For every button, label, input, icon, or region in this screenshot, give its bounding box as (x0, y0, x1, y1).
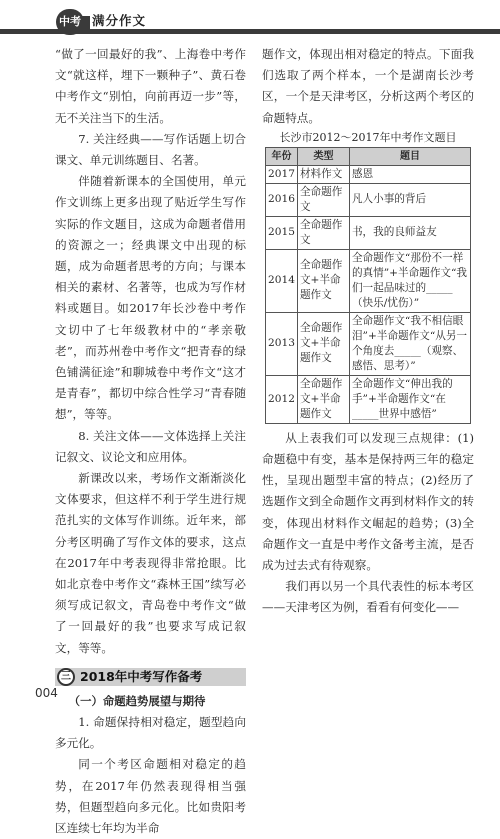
table-cell-year: 2013 (266, 312, 298, 375)
table-header-row (266, 147, 471, 165)
table-cell-type: 全命题作文+半命题作文 (297, 312, 349, 375)
table-cell-topic: 凡人小事的背后 (349, 183, 470, 216)
table-cell-type: 全命题作文+半命题作文 (297, 249, 349, 312)
left-paragraph-4: 8. 关注文体——文体选择上关注记叙文、议论文和应用体。 (55, 428, 246, 464)
header-title: 满分作文 (92, 13, 147, 28)
left-paragraph-2: 7. 关注经典——写作话题上切合课文、单元训练题目、名著。 (55, 131, 246, 168)
right-paragraph-1: 题作文，体现出相对稳定的特点。下面我们选取了两个样本，一个是湖南长沙考区，一个是天津考区，分析这两个考区的命题特点。 (262, 47, 474, 125)
table-cell-year: 2015 (266, 216, 298, 249)
left-paragraph-6: 1. 命题保持相对稳定，题型趋向多元化。 (55, 714, 246, 751)
table-cell-topic: 全命题作文“伸出我的手”+半命题作文“在_____世界中感悟” (349, 375, 470, 423)
table-row (266, 312, 471, 375)
right-column (262, 44, 474, 619)
table-header-year: 年份 (266, 147, 298, 165)
table-row (266, 183, 471, 216)
table-header-topic: 题目 (349, 147, 470, 165)
table-cell-year: 2017 (266, 165, 298, 183)
table-cell-topic: 全命题作文“那份不一样的真情”+半命题作文“我们一起品味过的_____（快乐/忧伤）” (349, 249, 470, 312)
table-cell-type: 全命题作文 (297, 216, 349, 249)
table-cell-year: 2014 (266, 249, 298, 312)
section-heading (55, 667, 246, 687)
right-paragraph-3: 我们再以另一个具代表性的标本考区——天津考区为例，看看有何变化—— (262, 579, 474, 615)
section-number: 三 (57, 668, 75, 686)
table-cell-topic: 感恩 (349, 165, 470, 183)
table-row (266, 375, 471, 423)
left-paragraph-7: 同一个考区命题相对稳定的趋势，在2017年仍然表现得相当强势，但题型趋向多元化。比如贵阳考区连续七年均为半命 (55, 757, 246, 835)
section-title: 2018年中考写作备考 (80, 668, 203, 684)
table-cell-year: 2016 (266, 183, 298, 216)
left-paragraph-1: “做了一回最好的我”、上海卷中考作文“就这样，埋下一颗种子”、黄石卷中考作文“别怕，向前再迈一步”等，无不关注当下的生活。 (55, 47, 246, 125)
table-caption: 长沙市2012～2017年中考作文题目 (279, 130, 457, 144)
subsection-title: （一）命题趋势展望与期待 (68, 693, 206, 708)
table-cell-type: 全命题作文 (297, 183, 349, 216)
page-header (0, 0, 500, 38)
left-column (55, 44, 246, 839)
table-header-type: 类型 (297, 147, 349, 165)
table-cell-topic: 书，我的良师益友 (349, 216, 470, 249)
left-paragraph-3: 伴随着新课本的全国使用，单元作文训练上更多出现了贴近学生写作实际的作文题目，这成为命题者借用的资源之一；经典课文中出现的标题，成为命题者思考的方向；与课本相关的素材、名著等，也成为写作材料或题目。如2017年长沙卷中考作文切中了七年级教材中的“孝亲敬老”，而苏州卷中考作文“把青春的绿色铺满征途”和聊城卷中考作文“这才是青春”，都切中综合性学习“青春随想”，等等。 (55, 174, 246, 422)
header-badge: 中考 (56, 9, 84, 35)
table-cell-type: 材料作文 (297, 165, 349, 183)
table-row (266, 249, 471, 312)
exam-topics-table (265, 147, 471, 424)
left-paragraph-5: 新课改以来，考场作文渐渐淡化文体要求，但这样不利于学生进行规范扎实的文体写作训练。近年来，部分考区明确了写作文体的要求，这点在2017年中考表现得非常抢眼。比如北京卷中考作文“森林王国”续写必须写成记叙文，青岛卷中考作文“做了一回最好的我”也要求写成记叙文，等等。 (55, 471, 246, 655)
table-row (266, 216, 471, 249)
table-cell-type: 全命题作文+半命题作文 (297, 375, 349, 423)
table-cell-topic: 全命题作文“我不相信眼泪”+半命题作文“从另一个角度去_____（观察、感悟、思考）” (349, 312, 470, 375)
table-cell-year: 2012 (266, 375, 298, 423)
table-row (266, 165, 471, 183)
right-paragraph-2: 从上表我们可以发现三点规律：(1)命题稳中有变，基本是保持两三年的稳定性，呈现出题型丰富的特点；(2)经历了选题作文到全命题作文再到材料作文的转变，体现出材料作文崛起的趋势；(3)全命题作文一直是中考作文备考主流，是否成为过去式有待观察。 (262, 430, 474, 573)
page-number: 004 (35, 686, 58, 700)
